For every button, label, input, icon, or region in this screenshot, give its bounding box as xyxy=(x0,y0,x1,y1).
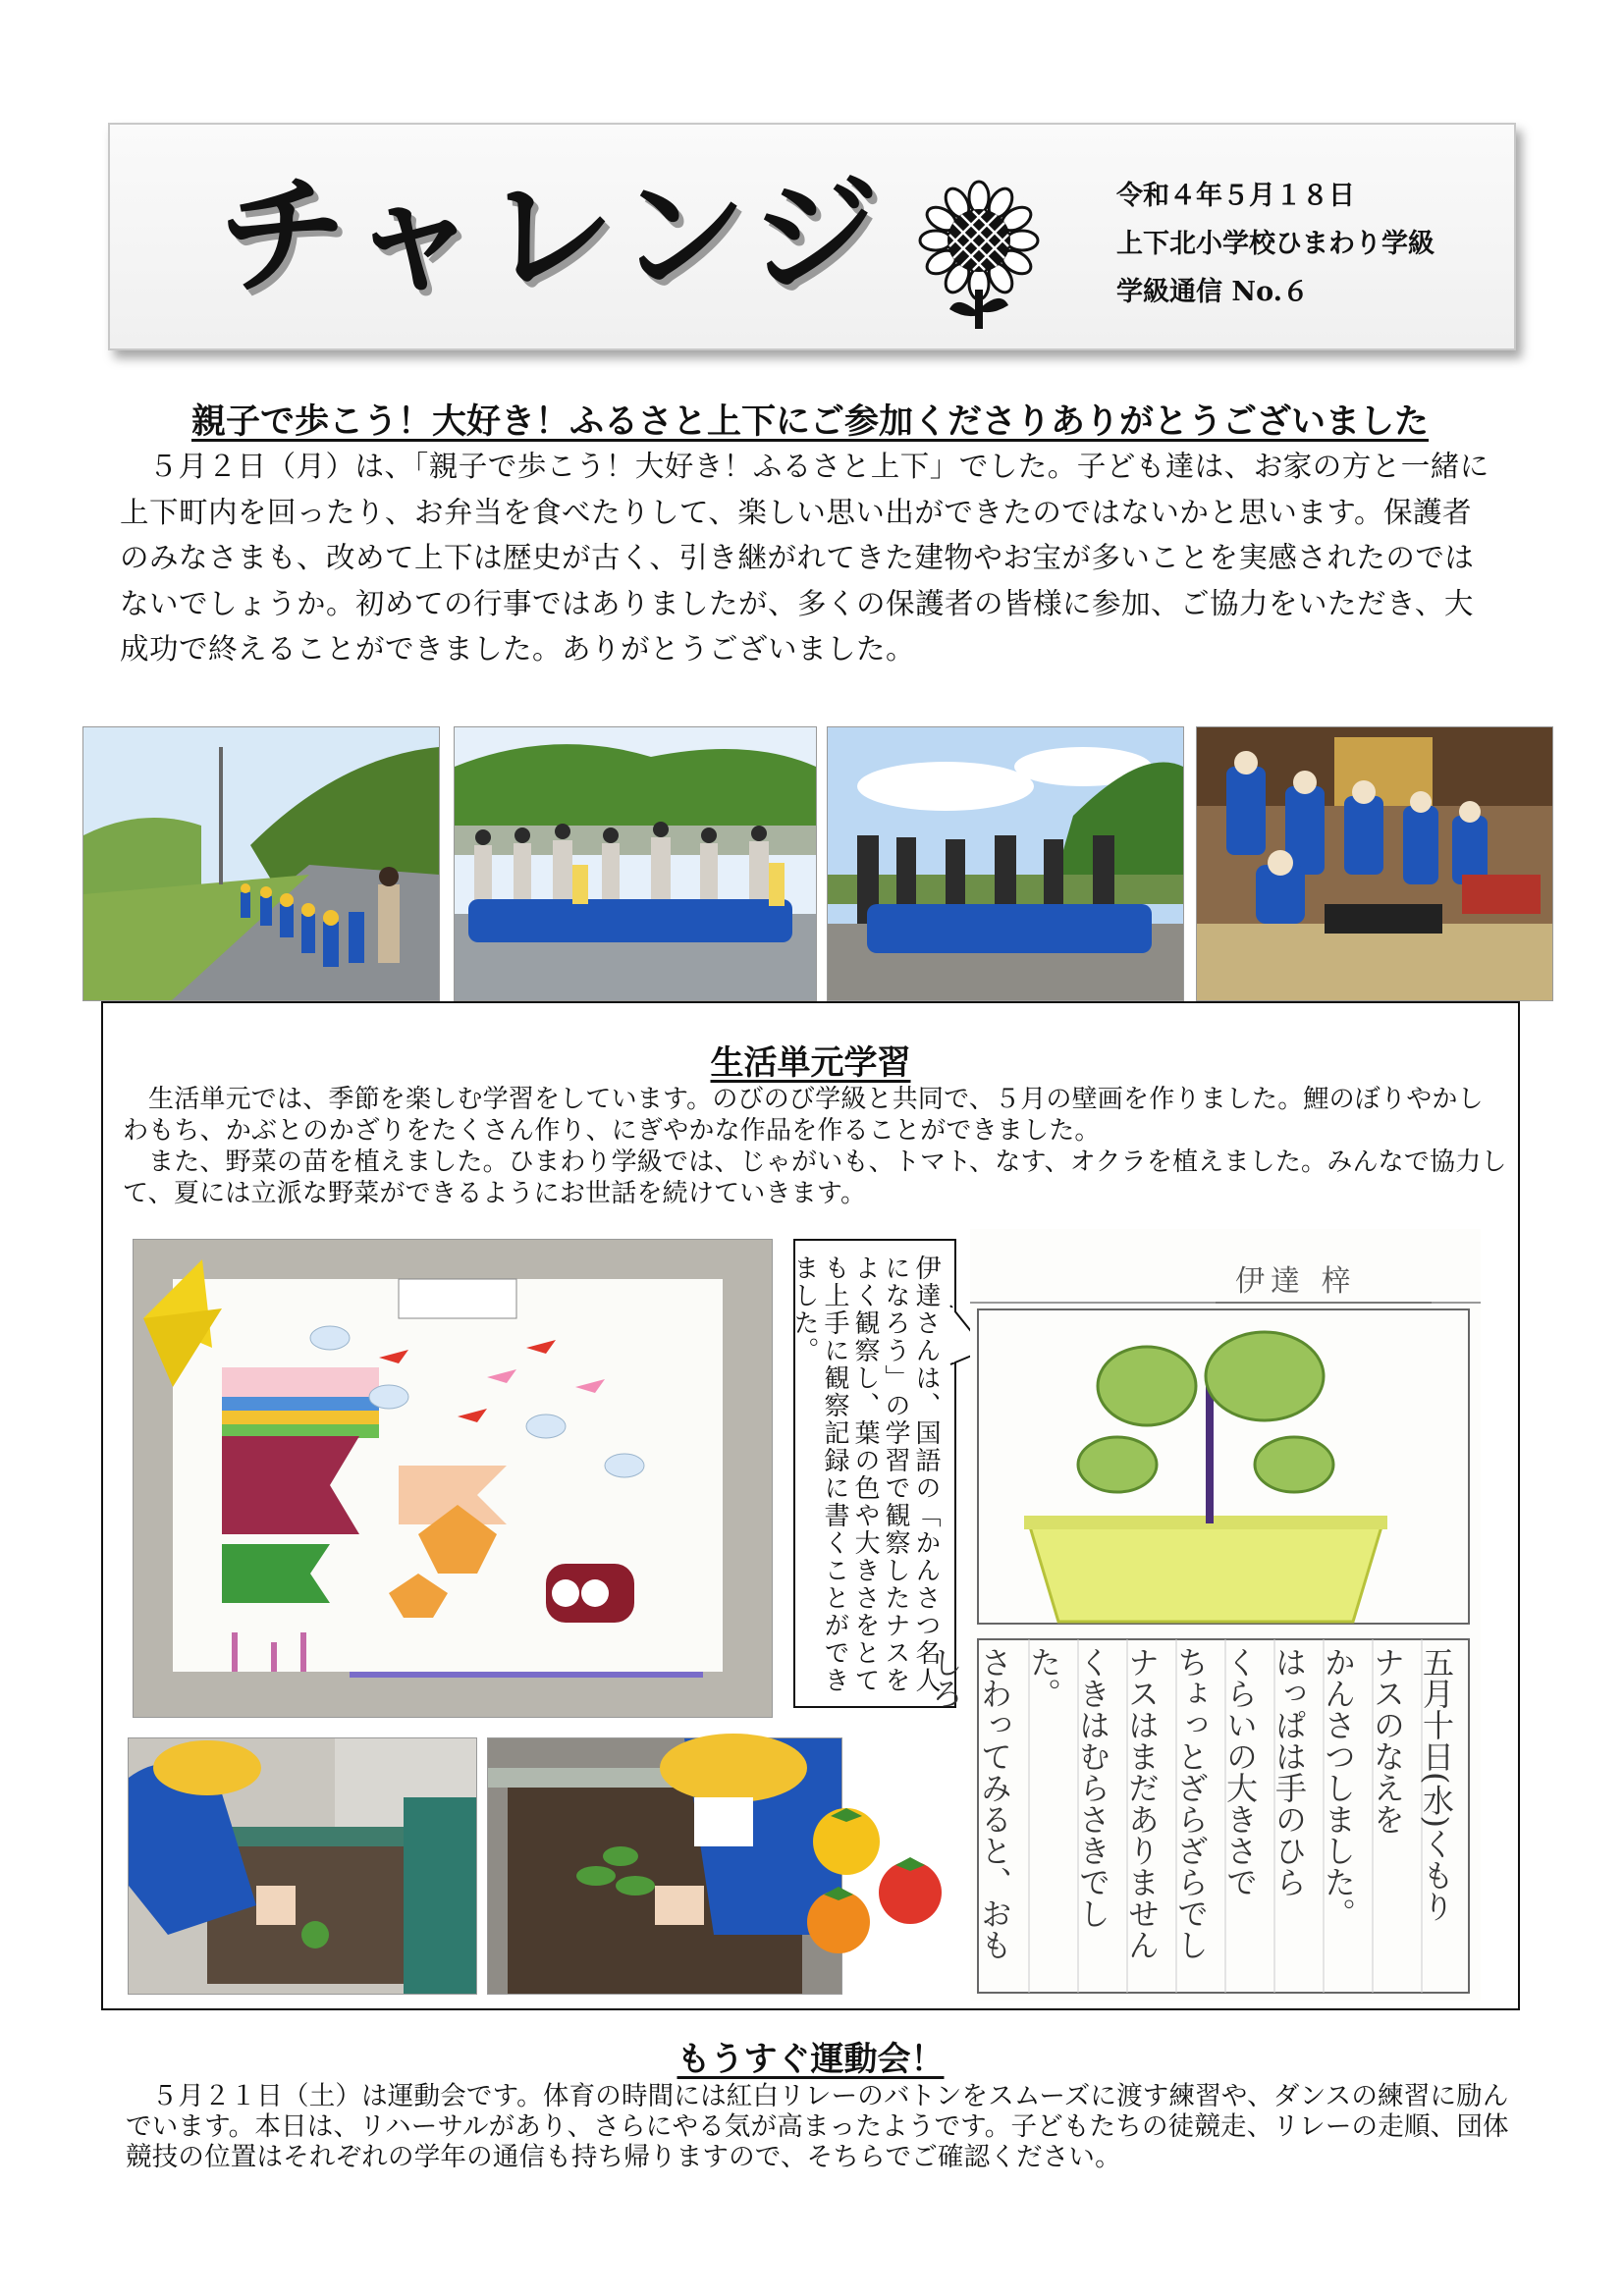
school-name: 上下北小学校ひまわり学級 xyxy=(1116,229,1435,259)
sports-day-body: ５月２１日（土）は運動会です。体育の時間には紅白リレーのバトンをスムーズに渡す練習や、ダンスの練習に励んでいます。本日は、リハーサルがあり、さらにやる気が高まったようです。子どもたちの徒競走、リレーの走順、団体競技の位置はそれぞれの学年の通信も持ち帰りますので、そちらでご確認ください。 xyxy=(126,2081,1509,2172)
student-comment-text: 伊達さんは、国語の「かんさつ名人になろう」の学習で観察したナスをよく観察し、葉の色や大きさをとても上手に観察記録に書くことができました。 xyxy=(789,1255,941,1694)
walk-photo-group xyxy=(454,726,817,1001)
student-comment-balloon xyxy=(789,1239,956,1708)
observation-sheet xyxy=(927,1229,1481,2001)
planting-photo-1 xyxy=(128,1737,477,1995)
walk-photo-road xyxy=(82,726,440,1001)
issue-info xyxy=(1116,172,1435,316)
planting-photo-2 xyxy=(487,1737,842,1995)
handwriting-text: 五月十日(水)くもり ナスのなえを かんさつしました。 はっぱは手のひら くらいの大きさで ちょっとざらざらでし ナスはまだありません くきはむらさきでした。 さわってみると、おもしろ xyxy=(927,1646,1455,1960)
drawing-name-label: 伊達 梓 xyxy=(1235,1264,1357,1299)
life-unit-paragraph: また、野菜の苗を植えました。ひまわり学級では、じゃがいも、トマト、なす、オクラを植えました。みんなで協力して、夏には立派な野菜ができるようにお世話を続けていきます。 xyxy=(123,1148,1507,1208)
issue-number: 学級通信 No.６ xyxy=(1116,277,1310,307)
life-unit-paragraph: 生活単元では、季節を楽しむ学習をしています。のびのび学級と共同で、５月の壁画を作りました。鯉のぼりやかしわもち、かぶとのかざりをたくさん作り、にぎやかな作品を作ることができました。 xyxy=(123,1085,1484,1146)
issue-date: 令和４年５月１８日 xyxy=(1116,181,1355,211)
masthead xyxy=(108,123,1516,350)
sunflower-icon xyxy=(910,184,1048,331)
walk-photo-park xyxy=(827,726,1184,1001)
article-walk-body: ５月２日（月）は、「親子で歩こう！大好き！ふるさと上下」でした。子ども達は、お家の方と一緒に上下町内を回ったり、お弁当を食べたりして、楽しい思い出ができたのではないかと思います。保護者のみなさまも、改めて上下は歴史が古く、引き継がれてきた建物やお宝が多いことを実感されたのではないでしょうか。初めての行事ではありましたが、多くの保護者の皆様に参加、ご協力をいただき、大成功で終えることができました。ありがとうございました。 xyxy=(120,450,1489,666)
life-unit-body xyxy=(123,1084,1507,1209)
newsletter-title: チャレンジ xyxy=(218,161,886,312)
sports-day-title: もうすぐ運動会！ xyxy=(677,2040,945,2079)
mural-photo xyxy=(133,1239,773,1718)
article-walk-title: 親子で歩こう！大好き！ふるさと上下にご参加くださりありがとうございました xyxy=(190,402,1429,442)
walk-photo-indoor xyxy=(1196,726,1553,1001)
life-unit-title: 生活単元学習 xyxy=(710,1043,911,1083)
